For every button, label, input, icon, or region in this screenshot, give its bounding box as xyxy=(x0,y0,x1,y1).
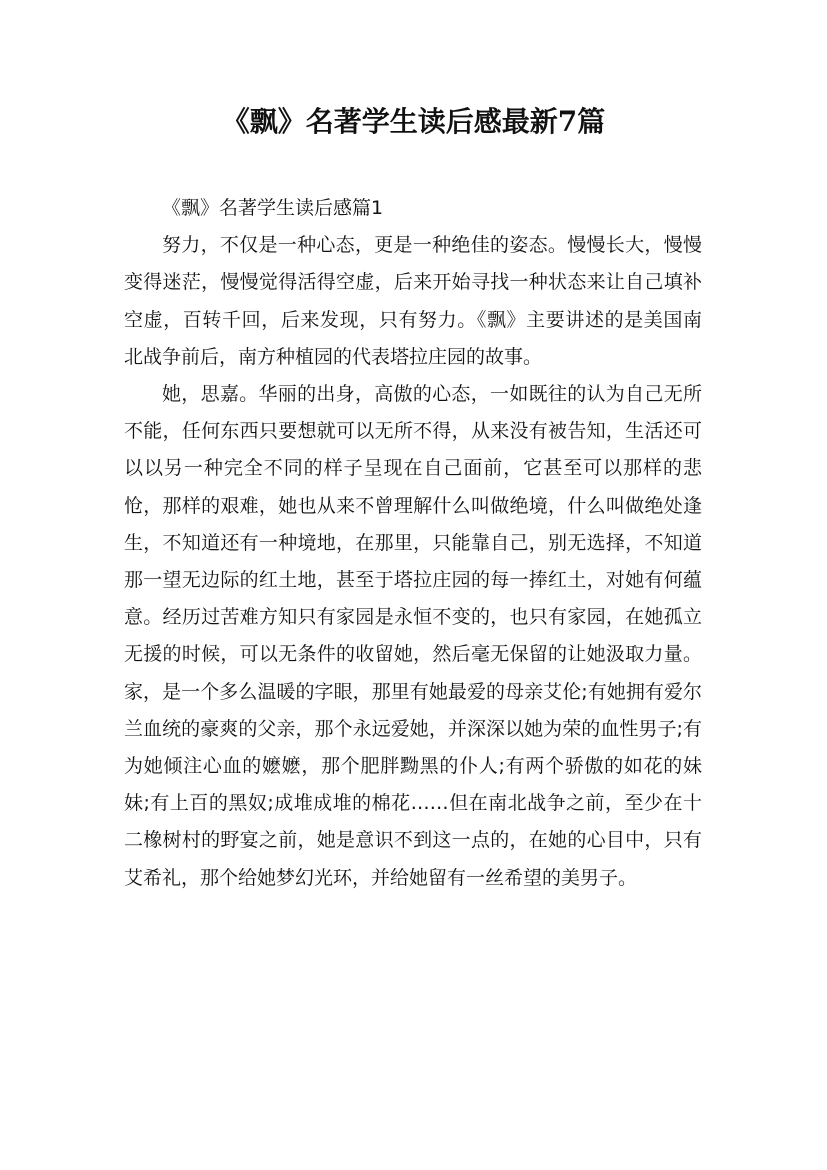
document-body xyxy=(124,190,702,897)
document-title: 《飘》名著学生读后感最新7篇 xyxy=(221,105,606,138)
paragraph-1: 努力，不仅是一种心态，更是一种绝佳的姿态。慢慢长大，慢慢变得迷茫，慢慢觉得活得空虚，后来开始寻找一种状态来让自己填补空虚，百转千回，后来发现，只有努力。《飘》主要讲述的是美国南北战争前后，南方种植园的代表塔拉庄园的故事。 xyxy=(124,234,702,368)
paragraph-2: 她，思嘉。华丽的出身，高傲的心态，一如既往的认为自己无所不能，任何东西只要想就可以无所不得，从来没有被告知，生活还可以以另一种完全不同的样子呈现在自己面前，它甚至可以那样的悲怆，那样的艰难，她也从来不曾理解什么叫做绝境，什么叫做绝处逢生，不知道还有一种境地，在那里，只能靠自己，别无选择，不知道那一望无边际的红土地，甚至于塔拉庄园的每一捧红土，对她有何蕴意。经历过苦难方知只有家园是永恒不变的，也只有家园，在她孤立无援的时候，可以无条件的收留她，然后毫无保留的让她汲取力量。家，是一个多么温暖的字眼，那里有她最爱的母亲艾伦;有她拥有爱尔兰血统的豪爽的父亲，那个永远爱她，并深深以她为荣的血性男子;有为她倾注心血的嬷嬷，那个肥胖黝黑的仆人;有两个骄傲的如花的妹妹;有上百的黑奴;成堆成堆的棉花……但在南北战争之前，至少在十二橡树村的野宴之前，她是意识不到这一点的，在她的心目中，只有艾希礼，那个给她梦幻光环，并给她留有一丝希望的美男子。 xyxy=(124,383,702,889)
section-heading: 《飘》名著学生读后感篇1 xyxy=(162,197,384,219)
